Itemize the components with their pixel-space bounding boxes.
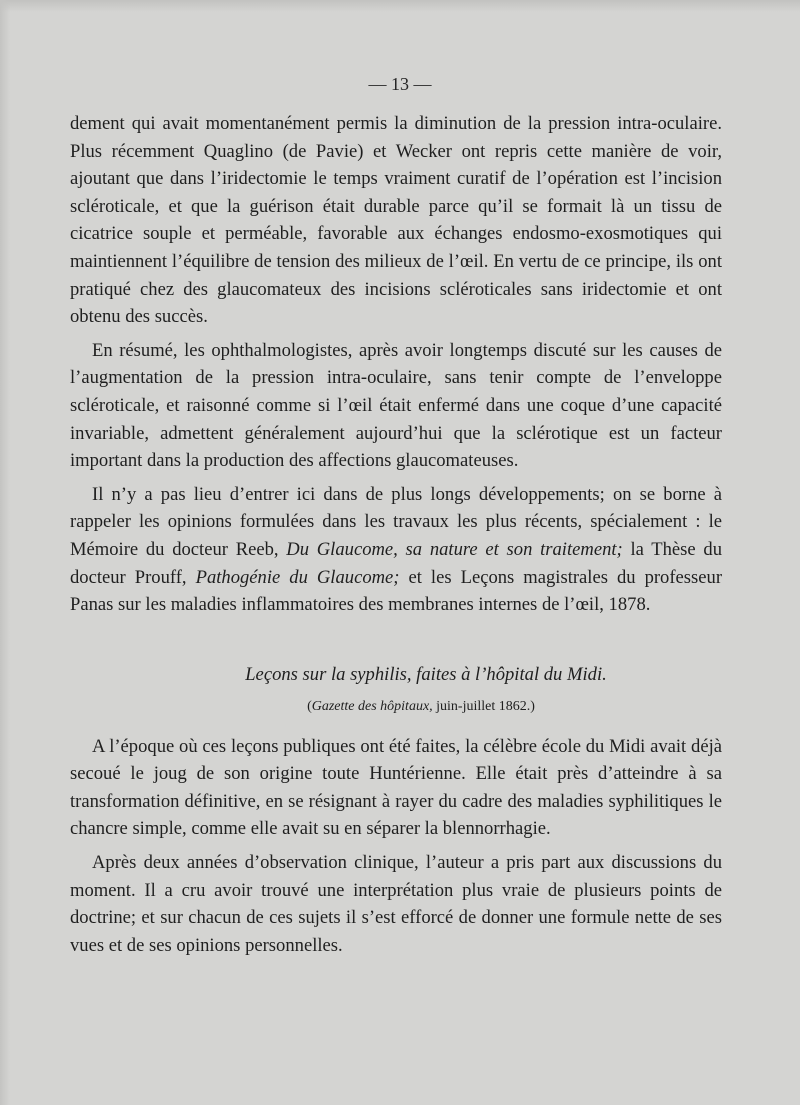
section-subtitle bbox=[70, 697, 722, 717]
paragraph-summary: En résumé, les ophthalmologistes, après avoir longtemps discuté sur les causes de l’augmentation de la pression intra-oculaire, sans tenir compte de l’enveloppe scléroticale, et raisonné comme si l’œil était enfermé dans une coque d’une capacité invariable, admettent généralement aujourd’hui que la sclérotique est un facteur important dans la production des affections glaucomateuses. bbox=[70, 339, 722, 472]
subtitle-open: ( bbox=[307, 698, 312, 714]
page-number: — 13 — bbox=[368, 74, 432, 94]
paragraph-midi-school: A l’époque où ces leçons publiques ont été faites, la célèbre école du Midi avait déjà secoué le joug de son origine toute Huntérienne. Elle était près d’atteindre à sa transformation définitive, en se résignant à rayer du cadre des maladies syphilitiques le chancre simple, comme elle avait su en séparer la blennorrhagie. bbox=[70, 735, 722, 840]
page-shadow-top bbox=[0, 0, 800, 12]
references-text-1: Il n’y a pas lieu d’entrer ici dans de plus longs développements; on se borne à rappeler les opinions formulées dans les travaux les plus récents, spécialement : le Mémoire du docteur Reeb, bbox=[70, 483, 722, 560]
references-text-2: la Thèse du docteur Prouff, bbox=[70, 538, 723, 588]
paragraph-references bbox=[70, 481, 722, 619]
paragraph-author: Après deux années d’observation clinique, l’auteur a pris part aux discussions du moment. Il a cru avoir trouvé une interprétation plus vraie de plusieurs points de doctrine; et sur chacun de ces sujets il s’est efforcé de donner une formule nette de ses vues et de ses opinions personnelles. bbox=[70, 852, 722, 956]
page-body bbox=[70, 110, 722, 959]
prouff-work-title: Pathogénie du Glaucome; bbox=[195, 566, 400, 588]
paragraph-continued: dement qui avait momentanément permis la diminution de la pression intra-oculaire. Plus récemment Quaglino (de Pavie) et Wecker ont repris cette manière de voir, ajoutant que dans l’iridectomie le temps vraiment curatif de l’opération est l’incision scléroticale, et que la guérison était durable parce qu’il se formait là un tissu de cicatrice souple et perméable, favorable aux échanges endosmo-exosmotiques qui maintiennent l’équilibre de tension des milieux de l’œil. En vertu de ce principe, ils ont pratiqué chez des glaucomateux des incisions scléroticales sans iridectomie et ont obtenu des succès. bbox=[70, 113, 722, 328]
section-title: Leçons sur la syphilis, faites à l’hôpital du Midi. bbox=[245, 663, 607, 685]
subtitle-journal: Gazette des hôpitaux, bbox=[311, 698, 433, 714]
references-text-3: et les Leçons magistrales du professeur Panas sur les maladies inflammatoires des membranes internes de l’œil, 1878. bbox=[70, 566, 723, 616]
page-shadow-left bbox=[0, 0, 10, 1105]
subtitle-date: juin-juillet 1862.) bbox=[432, 698, 535, 714]
reeb-work-title: Du Glaucome, sa nature et son traitement; bbox=[286, 538, 623, 560]
